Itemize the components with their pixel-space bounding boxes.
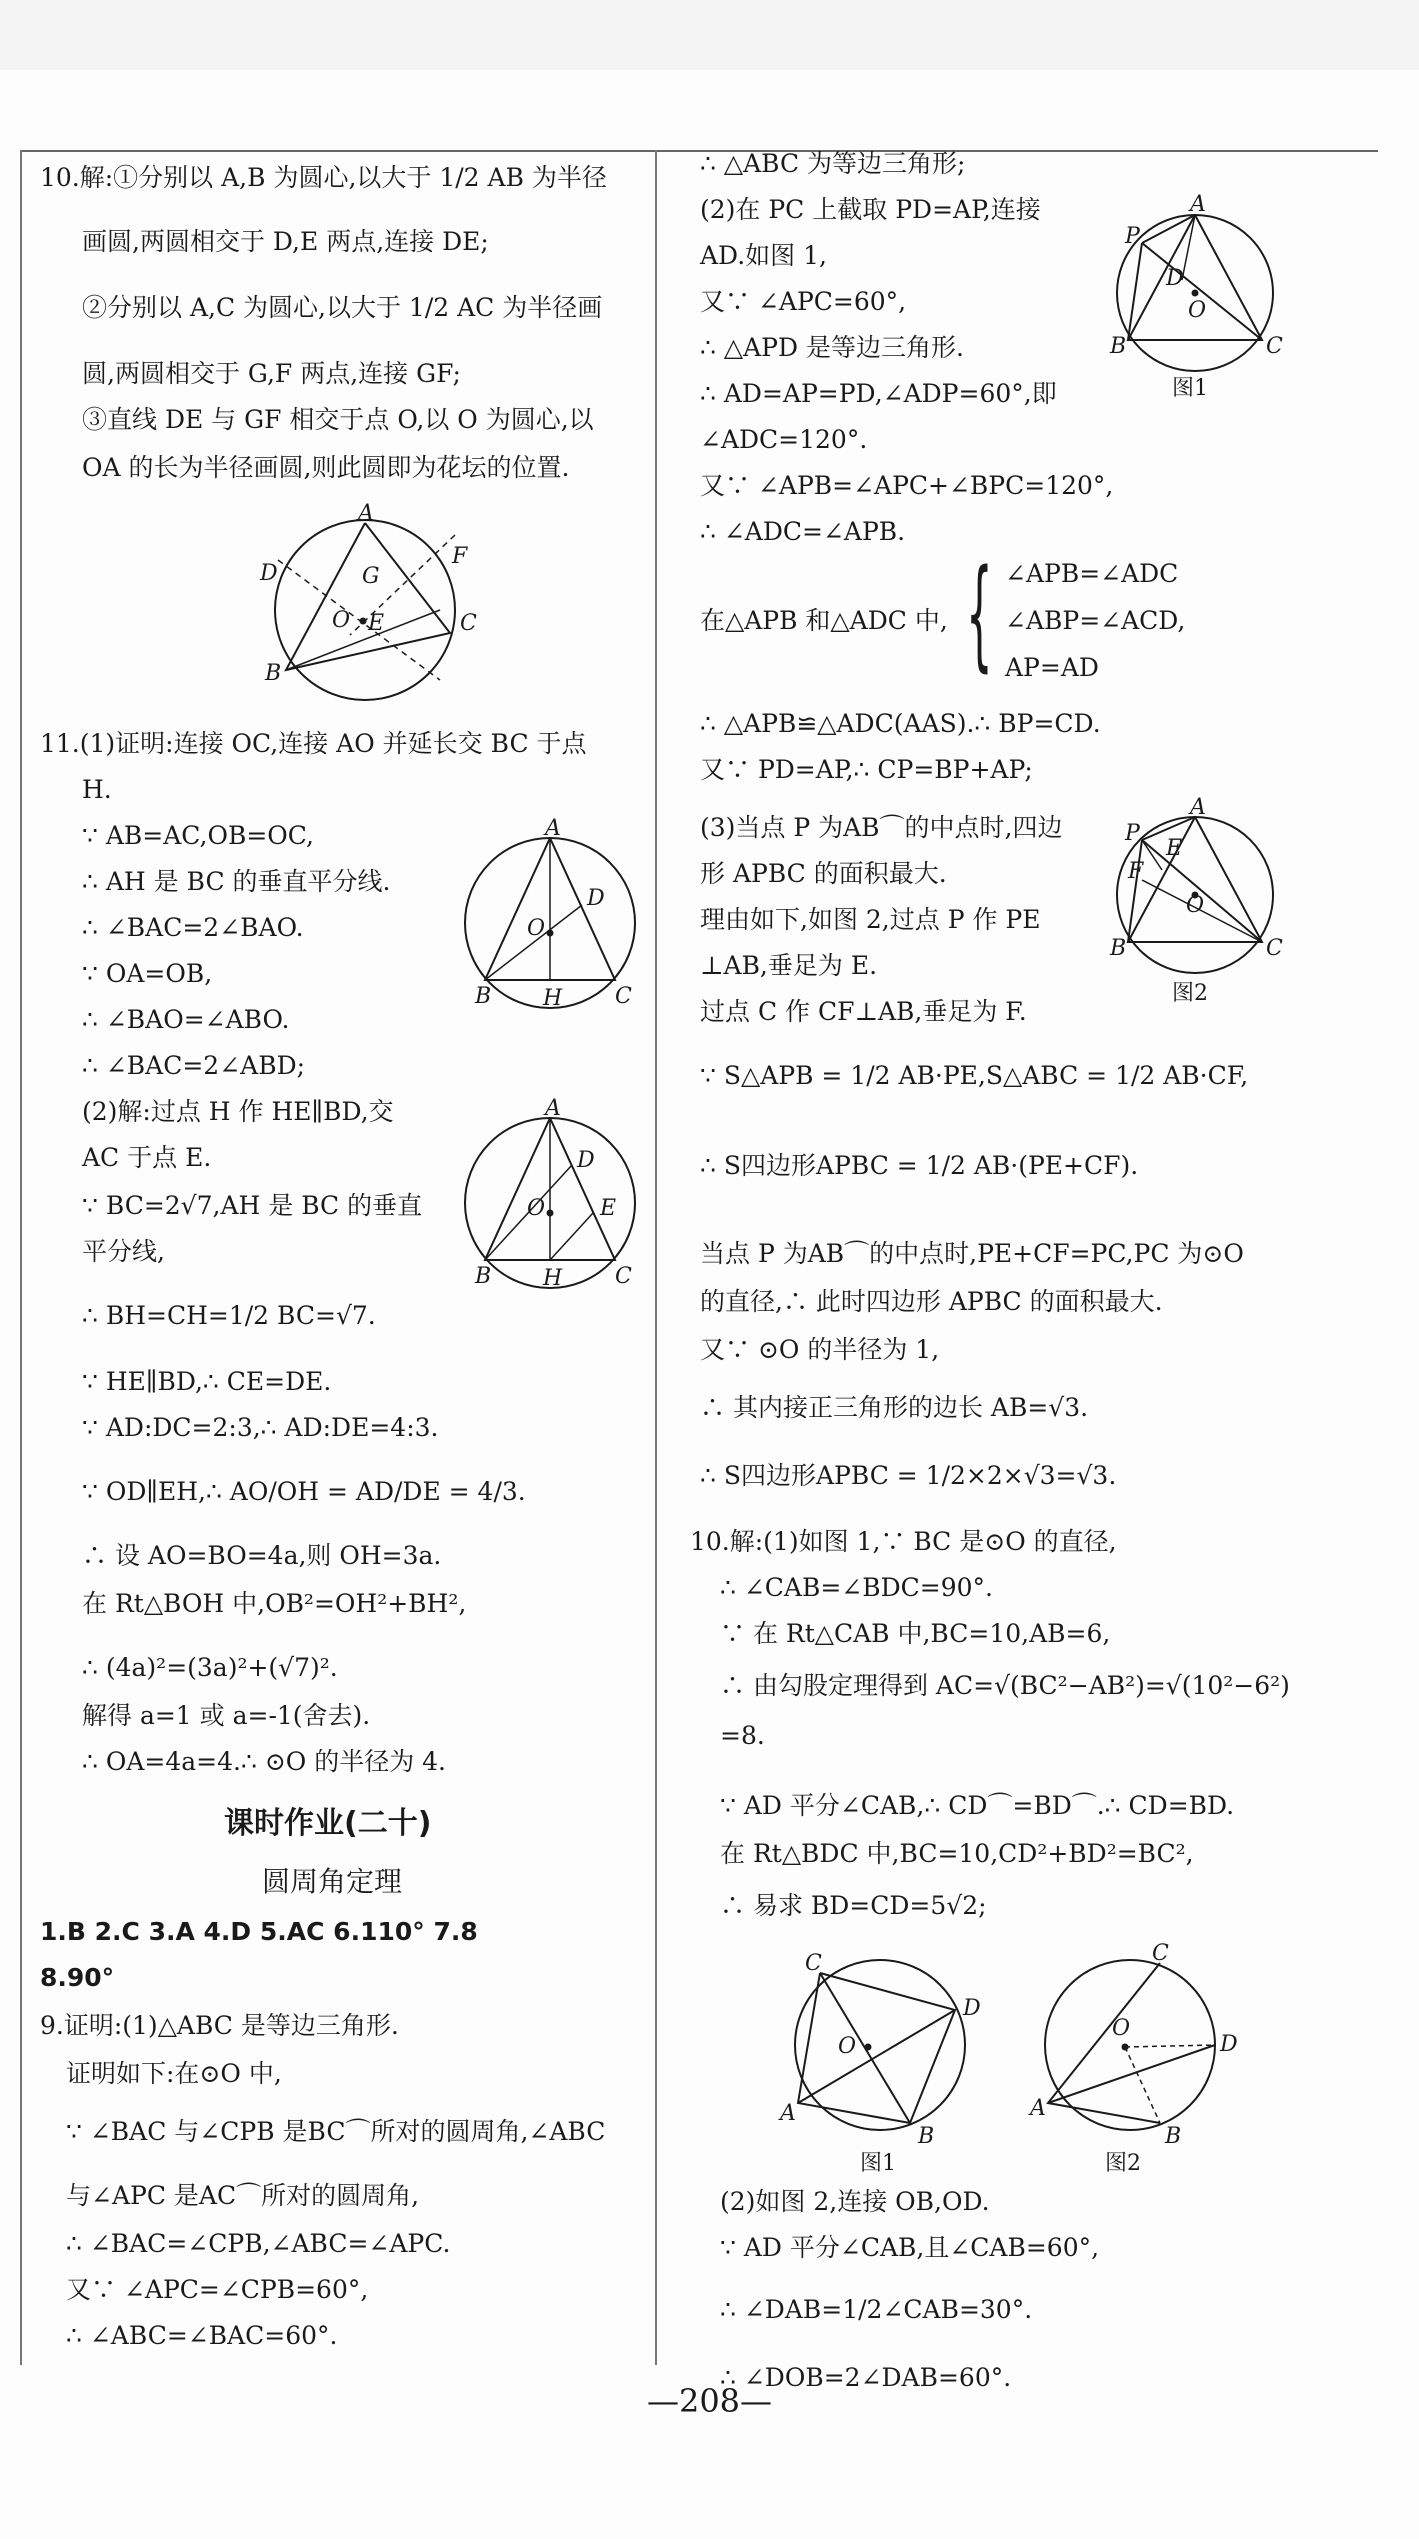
- q11-line-1: 11.(1)证明:连接 OC,连接 AO 并延长交 BC 于点: [40, 729, 587, 758]
- svg-text:E: E: [368, 611, 385, 636]
- svg-text:O: O: [838, 2034, 857, 2059]
- q11-line-21: ∴ OA=4a=4.∴ ⊙O 的半径为 4.: [82, 1747, 447, 1776]
- answers-row-1: 1.B 2.C 3.A 4.D 5.AC 6.110° 7.8: [40, 1917, 478, 1946]
- r-line-8: 又∵ ∠APB=∠APC+∠BPC=120°,: [700, 471, 1114, 500]
- svg-text:P: P: [1125, 224, 1140, 249]
- q10-figure-1: [780, 1945, 990, 2175]
- q10r-line-11: ∴ ∠DAB=1/2∠CAB=30°.: [720, 2295, 1033, 2324]
- r-line-5: ∴ △APD 是等边三角形.: [700, 333, 964, 362]
- svg-text:A: A: [1190, 192, 1206, 217]
- q11-line-12: 平分线,: [82, 1237, 165, 1266]
- r-line-13: 形 APBC 的面积最大.: [700, 859, 947, 888]
- q11-line-17: ∴ 设 AO=BO=4a,则 OH=3a.: [82, 1541, 442, 1570]
- r-line-15: ⊥AB,垂足为 E.: [700, 951, 878, 980]
- r-line-12: (3)当点 P 为AB⌒的中点时,四边: [700, 813, 1063, 842]
- scan-top-band: [0, 0, 1419, 70]
- section-subtitle: 圆周角定理: [262, 1865, 403, 1898]
- r-line-20: 的直径,∴ 此时四边形 APBC 的面积最大.: [700, 1287, 1163, 1316]
- q9-line-3: ∵ ∠BAC 与∠CPB 是BC⌒所对的圆周角,∠ABC: [66, 2117, 606, 2146]
- svg-text:A: A: [780, 2101, 796, 2126]
- q11-line-8: ∴ ∠BAC=2∠ABD;: [82, 1051, 306, 1080]
- q11-figure-2: [455, 1095, 655, 1295]
- r-line-4: 又∵ ∠APC=60°,: [700, 287, 907, 316]
- svg-text:B: B: [475, 1264, 492, 1289]
- svg-text:C: C: [1266, 936, 1283, 961]
- congruence-item-2: ∠ABP=∠ACD,: [1005, 606, 1186, 635]
- r-line-17: ∵ S△APB = 1/2 AB·PE,S△ABC = 1/2 AB·CF,: [700, 1061, 1249, 1090]
- svg-text:A: A: [1030, 2096, 1046, 2121]
- q11-line-15: ∵ AD:DC=2:3,∴ AD:DE=4:3.: [82, 1413, 439, 1442]
- r-line-16: 过点 C 作 CF⊥AB,垂足为 F.: [700, 997, 1027, 1026]
- q10r-line-7: 在 Rt△BDC 中,BC=10,CD²+BD²=BC²,: [720, 1839, 1194, 1868]
- q9-line-4: 与∠APC 是AC⌒所对的圆周角,: [66, 2181, 420, 2210]
- svg-text:B: B: [265, 661, 282, 686]
- svg-text:G: G: [362, 564, 380, 589]
- q10r-line-1: 10.解:(1)如图 1,∵ BC 是⊙O 的直径,: [690, 1527, 1117, 1556]
- r-line-10: ∴ △APB≌△ADC(AAS).∴ BP=CD.: [700, 709, 1101, 738]
- svg-text:B: B: [475, 984, 492, 1009]
- q11-line-20: 解得 a=1 或 a=-1(舍去).: [82, 1701, 371, 1730]
- q9-figure-2: [1100, 795, 1300, 1020]
- q11-line-18: 在 Rt△BOH 中,OB²=OH²+BH²,: [82, 1589, 467, 1618]
- svg-text:H: H: [543, 1266, 563, 1291]
- fig-caption-3: 图1: [860, 2151, 896, 2176]
- q10r-line-4: ∴ 由勾股定理得到 AC=√(BC²−AB²)=√(10²−6²): [720, 1671, 1290, 1700]
- fig-caption-1: 图1: [1172, 376, 1208, 401]
- svg-text:H: H: [543, 986, 563, 1011]
- q10-line-5: ③直线 DE 与 GF 相交于点 O,以 O 为圆心,以: [82, 405, 594, 434]
- svg-text:A: A: [545, 816, 561, 841]
- q11-line-11: ∵ BC=2√7,AH 是 BC 的垂直: [82, 1191, 423, 1220]
- svg-text:C: C: [1152, 1941, 1169, 1966]
- svg-text:E: E: [1166, 836, 1183, 861]
- svg-text:C: C: [1266, 334, 1283, 359]
- r-line-21: 又∵ ⊙O 的半径为 1,: [700, 1335, 940, 1364]
- r-line-19: 当点 P 为AB⌒的中点时,PE+CF=PC,PC 为⊙O: [700, 1239, 1244, 1268]
- q10r-line-3: ∵ 在 Rt△CAB 中,BC=10,AB=6,: [720, 1619, 1111, 1648]
- congruence-item-3: AP=AD: [1005, 653, 1099, 682]
- answers-row-2: 8.90°: [40, 1963, 115, 1992]
- q10r-line-12: ∴ ∠DOB=2∠DAB=60°.: [720, 2363, 1012, 2392]
- q9-line-2: 证明如下:在⊙O 中,: [66, 2059, 282, 2088]
- page-number: —208—: [646, 2382, 773, 2420]
- r-line-18: ∴ S四边形APBC = 1/2 AB·(PE+CF).: [700, 1151, 1139, 1180]
- q11-figure-1: [455, 815, 655, 1015]
- svg-text:O: O: [1188, 298, 1207, 323]
- svg-text:C: C: [460, 611, 477, 636]
- r-line-22: ∴ 其内接正三角形的边长 AB=√3.: [700, 1393, 1089, 1422]
- r-line-14: 理由如下,如图 2,过点 P 作 PE: [700, 905, 1041, 934]
- q9-line-6: 又∵ ∠APC=∠CPB=60°,: [66, 2275, 369, 2304]
- q10r-line-10: ∵ AD 平分∠CAB,且∠CAB=60°,: [720, 2233, 1100, 2262]
- q11-line-10: AC 于点 E.: [82, 1143, 212, 1172]
- svg-text:C: C: [805, 1951, 822, 1976]
- svg-text:A: A: [358, 501, 374, 526]
- svg-text:O: O: [527, 1196, 546, 1221]
- svg-text:D: D: [587, 886, 605, 911]
- svg-text:D: D: [577, 1148, 595, 1173]
- section-title: 课时作业(二十): [224, 1806, 432, 1841]
- q11-line-16: ∵ OD∥EH,∴ AO/OH = AD/DE = 4/3.: [82, 1477, 526, 1506]
- svg-text:P: P: [1125, 821, 1140, 846]
- r-line-6: ∴ AD=AP=PD,∠ADP=60°,即: [700, 379, 1057, 408]
- r-line-23: ∴ S四边形APBC = 1/2×2×√3=√3.: [700, 1461, 1117, 1490]
- q10-circle-figure: [250, 501, 490, 715]
- svg-text:B: B: [1110, 334, 1127, 359]
- svg-text:O: O: [1186, 893, 1205, 918]
- svg-text:C: C: [615, 984, 632, 1009]
- q10-line-3: ②分别以 A,C 为圆心,以大于 1/2 AC 为半径画: [82, 293, 603, 322]
- q10-line-1: 10.解:①分别以 A,B 为圆心,以大于 1/2 AB 为半径: [40, 163, 607, 192]
- left-brace: {: [966, 545, 993, 684]
- q10-line-4: 圆,两圆相交于 G,F 两点,连接 GF;: [82, 359, 461, 388]
- q9-line-5: ∴ ∠BAC=∠CPB,∠ABC=∠APC.: [66, 2229, 451, 2258]
- q11-line-3: ∵ AB=AC,OB=OC,: [82, 821, 314, 850]
- svg-text:C: C: [615, 1264, 632, 1289]
- svg-text:F: F: [1128, 859, 1144, 884]
- svg-text:D: D: [1166, 266, 1184, 291]
- r-line-11: 又∵ PD=AP,∴ CP=BP+AP;: [700, 755, 1033, 784]
- svg-text:D: D: [963, 1996, 981, 2021]
- svg-text:A: A: [1190, 795, 1206, 820]
- q11-line-19: ∴ (4a)²=(3a)²+(√7)².: [82, 1653, 338, 1682]
- q10r-line-5: =8.: [720, 1721, 765, 1750]
- svg-text:B: B: [1110, 936, 1127, 961]
- q10r-line-6: ∵ AD 平分∠CAB,∴ CD⌒=BD⌒.∴ CD=BD.: [720, 1791, 1235, 1820]
- svg-text:B: B: [918, 2124, 935, 2149]
- q10-figure-2: [1030, 1941, 1240, 2176]
- svg-text:E: E: [600, 1196, 617, 1221]
- r-line-9: ∴ ∠ADC=∠APB.: [700, 517, 906, 546]
- svg-text:D: D: [1220, 2032, 1238, 2057]
- r-line-7: ∠ADC=120°.: [700, 425, 868, 454]
- q11-line-6: ∵ OA=OB,: [82, 959, 213, 988]
- q10r-line-8: ∴ 易求 BD=CD=5√2;: [720, 1891, 987, 1920]
- q10r-line-9: (2)如图 2,连接 OB,OD.: [720, 2187, 990, 2216]
- q10r-line-2: ∴ ∠CAB=∠BDC=90°.: [720, 1573, 993, 1602]
- q11-line-2: H.: [82, 775, 112, 804]
- left-rule: [20, 150, 22, 2365]
- congruence-lead: 在△APB 和△ADC 中,: [700, 606, 948, 635]
- fig-caption-2: 图2: [1172, 981, 1208, 1006]
- q11-line-4: ∴ AH 是 BC 的垂直平分线.: [82, 867, 391, 896]
- r-line-2: (2)在 PC 上截取 PD=AP,连接: [700, 195, 1041, 224]
- column-divider: [655, 150, 657, 2365]
- q11-line-5: ∴ ∠BAC=2∠BAO.: [82, 913, 304, 942]
- q11-line-13: ∴ BH=CH=1/2 BC=√7.: [82, 1301, 376, 1330]
- q9-line-7: ∴ ∠ABC=∠BAC=60°.: [66, 2321, 338, 2350]
- svg-text:O: O: [1112, 2016, 1131, 2041]
- congruence-item-1: ∠APB=∠ADC: [1005, 559, 1179, 588]
- q9-figure-1: [1100, 192, 1300, 415]
- svg-text:O: O: [332, 608, 351, 633]
- svg-text:O: O: [527, 916, 546, 941]
- q9-line-1: 9.证明:(1)△ABC 是等边三角形.: [40, 2011, 399, 2040]
- svg-text:F: F: [452, 544, 468, 569]
- svg-text:D: D: [260, 561, 278, 586]
- q11-line-9: (2)解:过点 H 作 HE∥BD,交: [82, 1097, 394, 1126]
- fig-caption-4: 图2: [1105, 2151, 1141, 2176]
- r-line-1: ∴ △ABC 为等边三角形;: [700, 149, 966, 178]
- q10-line-6: OA 的长为半径画圆,则此圆即为花坛的位置.: [82, 453, 570, 482]
- r-line-3: AD.如图 1,: [700, 241, 827, 270]
- svg-text:B: B: [1165, 2124, 1182, 2149]
- q10-line-2: 画圆,两圆相交于 D,E 两点,连接 DE;: [82, 227, 489, 256]
- svg-text:A: A: [545, 1096, 561, 1121]
- q11-line-7: ∴ ∠BAO=∠ABO.: [82, 1005, 290, 1034]
- top-rule: [20, 150, 1378, 152]
- q11-line-14: ∵ HE∥BD,∴ CE=DE.: [82, 1367, 332, 1396]
